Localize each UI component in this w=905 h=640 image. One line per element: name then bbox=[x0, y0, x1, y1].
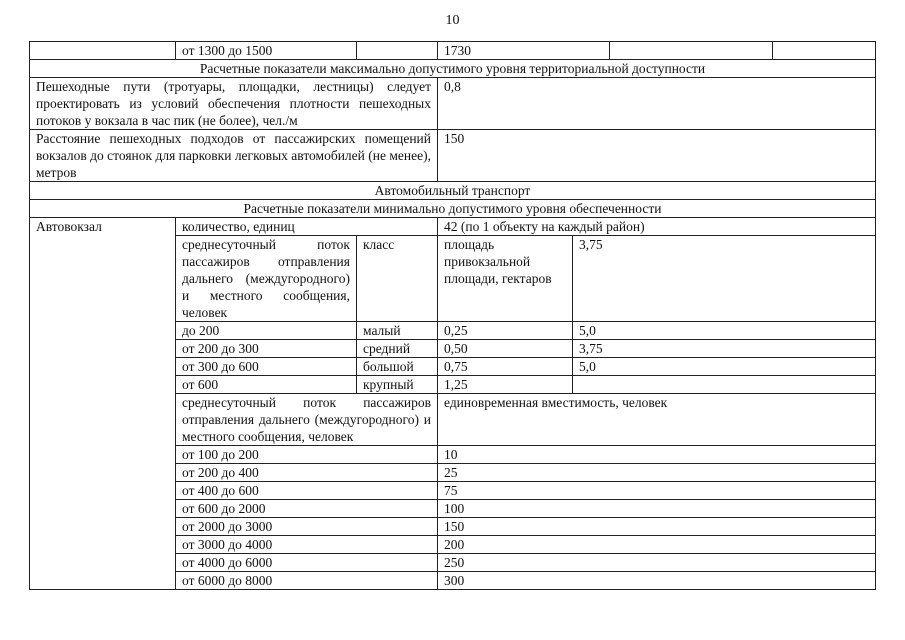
bus-station-count-value: 42 (по 1 объекту на каждый район) bbox=[438, 218, 876, 236]
capacity-row-value: 150 bbox=[438, 518, 876, 536]
capacity-row-range: от 4000 до 6000 bbox=[176, 554, 438, 572]
class-row-area: 0,75 bbox=[438, 358, 573, 376]
capacity-row-value: 25 bbox=[438, 464, 876, 482]
capacity-row-value: 10 bbox=[438, 446, 876, 464]
capacity-row-value: 75 bbox=[438, 482, 876, 500]
capacity-row-range: от 600 до 2000 bbox=[176, 500, 438, 518]
top-row-empty-3 bbox=[610, 42, 773, 60]
class-row-extra: 5,0 bbox=[573, 322, 876, 340]
area-extra: 3,75 bbox=[573, 236, 876, 322]
class-row-class: большой bbox=[357, 358, 438, 376]
top-row-empty-4 bbox=[773, 42, 876, 60]
walking-distance-label: Расстояние пешеходных подходов от пассажирских помещений вокзалов до стоянок для парковки легковых автомобилей (не менее), метров bbox=[30, 130, 438, 182]
class-row-area: 0,50 bbox=[438, 340, 573, 358]
class-row-range: от 200 до 300 bbox=[176, 340, 357, 358]
page-number: 10 bbox=[445, 13, 460, 28]
capacity-row-range: от 100 до 200 bbox=[176, 446, 438, 464]
capacity-row-range: от 200 до 400 bbox=[176, 464, 438, 482]
walking-distance-value: 150 bbox=[438, 130, 876, 182]
class-row-area: 0,25 bbox=[438, 322, 573, 340]
heading-transport: Автомобильный транспорт bbox=[30, 182, 876, 200]
class-row-class: малый bbox=[357, 322, 438, 340]
capacity-row-value: 250 bbox=[438, 554, 876, 572]
top-row-range: от 1300 до 1500 bbox=[176, 42, 357, 60]
class-row-extra: 3,75 bbox=[573, 340, 876, 358]
class-row-range: до 200 bbox=[176, 322, 357, 340]
area-header: площадь привокзальной площади, гектаров bbox=[438, 236, 573, 322]
capacity-row-value: 200 bbox=[438, 536, 876, 554]
class-header: класс bbox=[357, 236, 438, 322]
top-row bbox=[30, 42, 876, 60]
capacity-row-value: 300 bbox=[438, 572, 876, 590]
class-row-class: средний bbox=[357, 340, 438, 358]
top-row-value: 1730 bbox=[438, 42, 610, 60]
capacity-row-range: от 6000 до 8000 bbox=[176, 572, 438, 590]
class-row-range: от 300 до 600 bbox=[176, 358, 357, 376]
class-row-extra: 5,0 bbox=[573, 358, 876, 376]
class-row-range: от 600 bbox=[176, 376, 357, 394]
capacity-header: единовременная вместимость, человек bbox=[438, 394, 876, 446]
top-row-empty bbox=[30, 42, 176, 60]
bus-station-count-label: количество, единиц bbox=[176, 218, 438, 236]
top-row-empty-2 bbox=[357, 42, 438, 60]
capacity-row-range: от 2000 до 3000 bbox=[176, 518, 438, 536]
norms-table bbox=[29, 41, 876, 590]
heading-provision: Расчетные показатели минимально допустимого уровня обеспеченности bbox=[30, 200, 876, 218]
pedestrian-paths-label: Пешеходные пути (тротуары, площадки, лестницы) следует проектировать из условий обеспечения плотности пешеходных потоков у вокзала в час пик (не более), чел./м bbox=[30, 78, 438, 130]
flow-header: среднесуточный поток пассажиров отправления дальнего (междугородного) и местного сообщения, человек bbox=[176, 236, 357, 322]
class-row-class: крупный bbox=[357, 376, 438, 394]
pedestrian-paths-value: 0,8 bbox=[438, 78, 876, 130]
class-row-extra bbox=[573, 376, 876, 394]
capacity-row-range: от 3000 до 4000 bbox=[176, 536, 438, 554]
capacity-row-value: 100 bbox=[438, 500, 876, 518]
bus-station-label: Автовокзал bbox=[30, 218, 176, 590]
heading-access: Расчетные показатели максимально допустимого уровня территориальной доступности bbox=[30, 60, 876, 78]
class-row-area: 1,25 bbox=[438, 376, 573, 394]
capacity-row-range: от 400 до 600 bbox=[176, 482, 438, 500]
capacity-flow-header: среднесуточный поток пассажиров отправления дальнего (междугородного) и местного сообщения, человек bbox=[176, 394, 438, 446]
